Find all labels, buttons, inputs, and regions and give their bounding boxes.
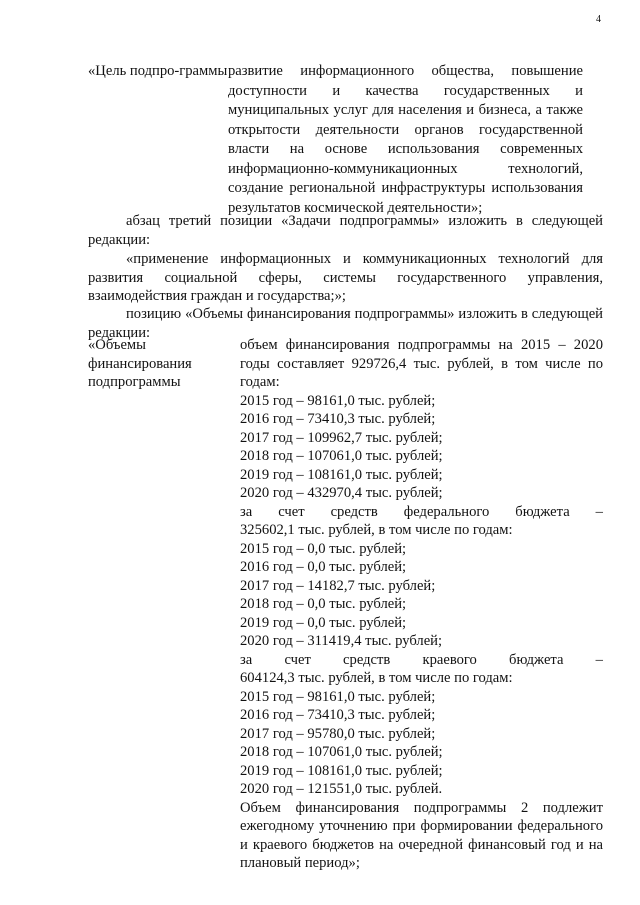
- total-year: 2019 год – 108161,0 тыс. рублей;: [240, 466, 443, 483]
- goal-label: «Цель подпро-граммы: [88, 63, 228, 79]
- federal-year: 2017 год – 14182,7 тыс. рублей;: [240, 577, 436, 594]
- page-number: 4: [596, 14, 601, 25]
- paragraph-financing: позицию «Объемы финансирования подпрограммы» изложить в следующей редакции:: [88, 306, 603, 341]
- regional-year: 2020 год – 121551,0 тыс. рублей.: [240, 781, 443, 797]
- total-year: 2017 год – 109962,7 тыс. рублей;: [240, 429, 443, 446]
- federal-year: 2019 год – 0,0 тыс. рублей;: [240, 614, 407, 631]
- total-year: 2015 год – 98161,0 тыс. рублей;: [240, 392, 436, 409]
- federal-word: средств: [330, 503, 378, 520]
- regional-word: бюджета: [509, 651, 564, 668]
- regional-word: средств: [343, 651, 391, 668]
- regional-word: краевого: [422, 651, 477, 668]
- federal-intro: [240, 503, 603, 522]
- total-intro: объем финансирования подпрограммы на 2015 – 2020 годы составляет 929726,4 тыс. рублей, в том числе по годам:: [240, 337, 603, 390]
- financing-label: «Объемы финансирования подпрограммы: [88, 337, 192, 390]
- financing-body: [240, 336, 603, 873]
- regional-word: –: [595, 651, 603, 668]
- federal-amount: 325602,1 тыс. рублей, в том числе по годам:: [240, 522, 513, 538]
- financing-row: [88, 336, 603, 873]
- total-year: 2018 год – 107061,0 тыс. рублей;: [240, 448, 443, 464]
- regional-intro: [240, 651, 603, 670]
- regional-year: 2016 год – 73410,3 тыс. рублей;: [240, 707, 436, 723]
- regional-year: 2018 год – 107061,0 тыс. рублей;: [240, 744, 443, 760]
- regional-word: за: [240, 651, 253, 668]
- federal-year: 2016 год – 0,0 тыс. рублей;: [240, 559, 407, 575]
- regional-year: 2015 год – 98161,0 тыс. рублей;: [240, 688, 436, 705]
- regional-word: счет: [284, 651, 311, 668]
- paragraph-tasks: абзац третий позиции «Задачи подпрограммы» изложить в следующей редакции:: [88, 213, 603, 248]
- federal-year: 2018 год – 0,0 тыс. рублей;: [240, 596, 407, 612]
- total-year: 2016 год – 73410,3 тыс. рублей;: [240, 411, 436, 427]
- regional-year: 2019 год – 108161,0 тыс. рублей;: [240, 762, 443, 779]
- paragraph-tasks-text: «применение информационных и коммуникационных технологий для развития социальной сферы, системы государственного управления, взаимодействия граждан и государства;»;: [88, 251, 603, 304]
- financing-note: Объем финансирования подпрограммы 2 подлежит ежегодному уточнению при формировании федерального и краевого бюджетов на очередной финансовый год и на плановый период»;: [240, 799, 603, 871]
- federal-word: федерального: [403, 503, 490, 520]
- regional-amount: 604124,3 тыс. рублей, в том числе по годам:: [240, 670, 513, 686]
- federal-word: счет: [278, 503, 305, 520]
- total-year: 2020 год – 432970,4 тыс. рублей;: [240, 485, 443, 501]
- goal-text: развитие информационного общества, повышение доступности и качества государственных и муниципальных услуг для населения и бизнеса, а также открытости деятельности органов государственной власти на основе использования современных информационно-коммуникационных технологий, создание региональной инфраструктуры использования результатов космической деятельности»;: [228, 63, 583, 216]
- goal-row: [88, 62, 583, 218]
- federal-word: –: [595, 503, 603, 520]
- federal-year: 2015 год – 0,0 тыс. рублей;: [240, 540, 407, 557]
- regional-year: 2017 год – 95780,0 тыс. рублей;: [240, 725, 436, 742]
- federal-word: бюджета: [515, 503, 570, 520]
- federal-word: за: [240, 503, 253, 520]
- federal-year: 2020 год – 311419,4 тыс. рублей;: [240, 633, 443, 649]
